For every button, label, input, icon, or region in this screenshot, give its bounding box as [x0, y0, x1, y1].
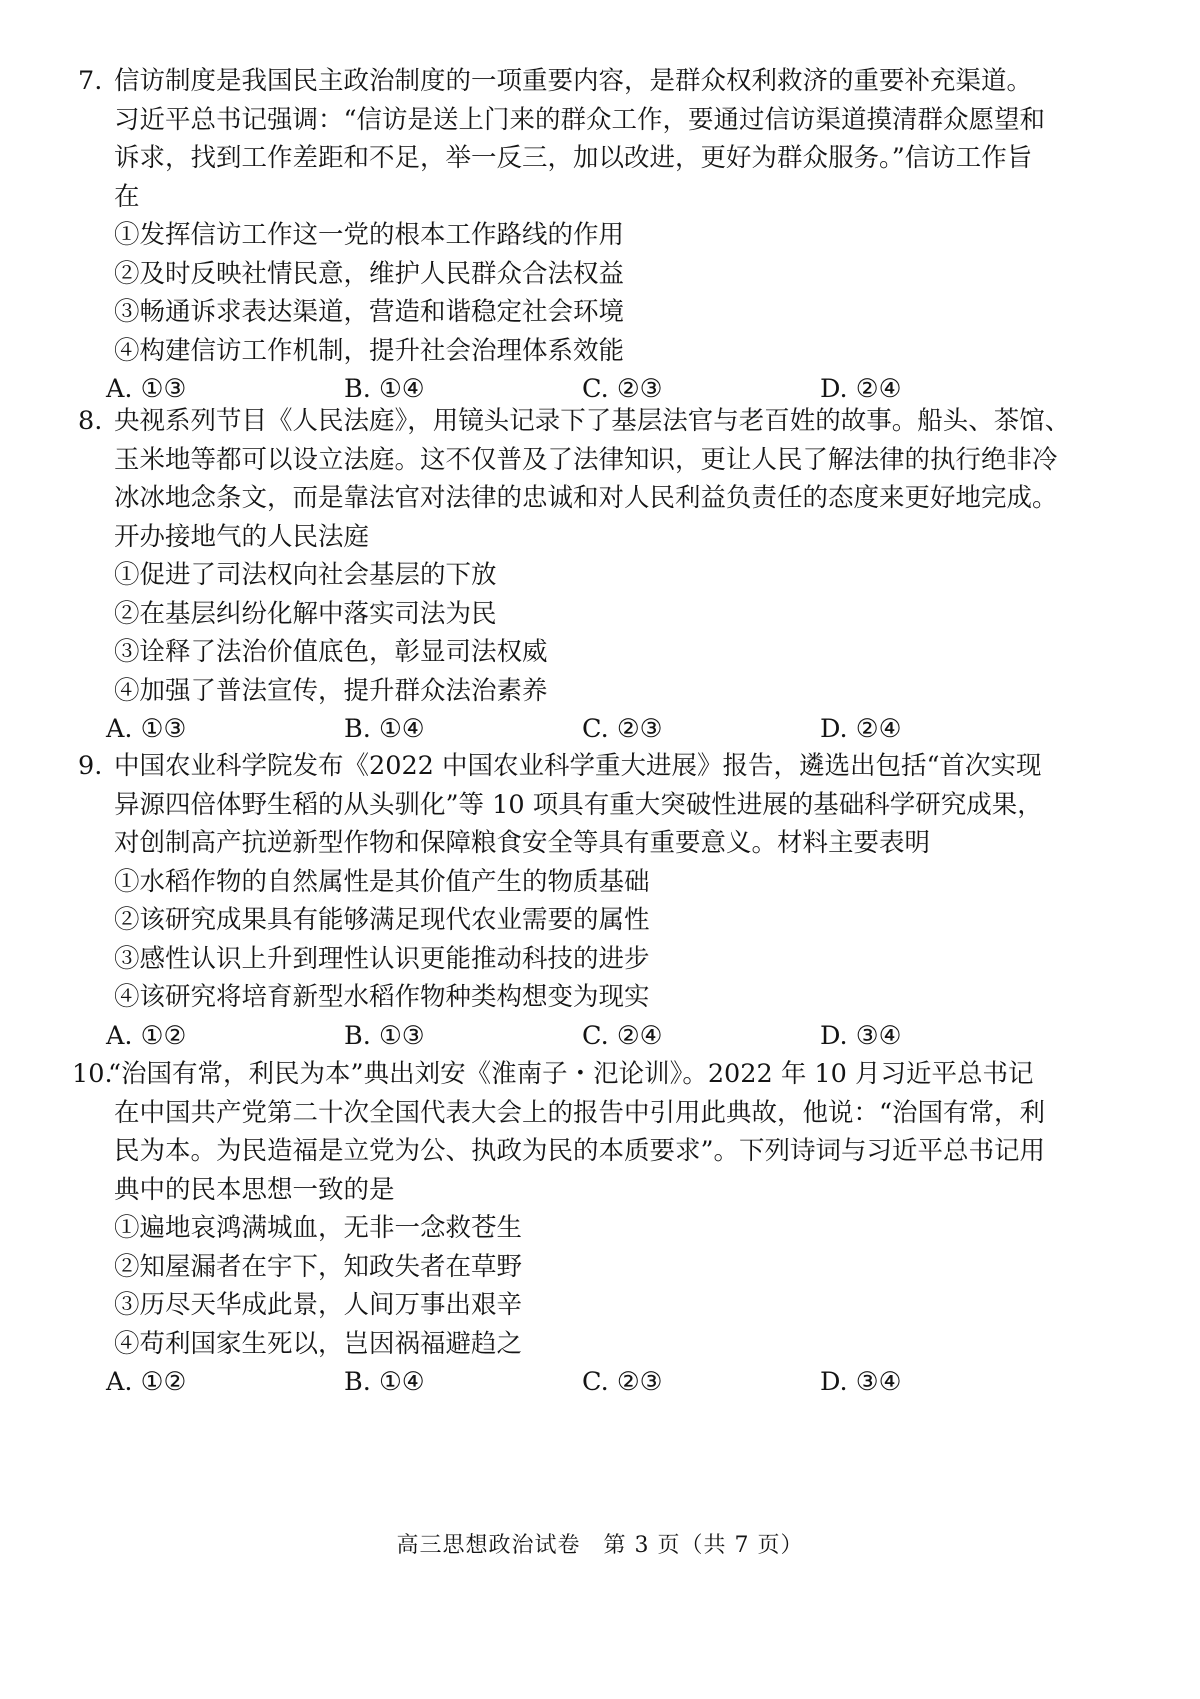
question-stem-line: 10.“治国有常，利民为本”典出刘安《淮南子・氾论训》。2022 年 10 月习近平总书记 — [78, 1055, 1078, 1094]
answer-choice-c: C. ②④ — [582, 1020, 663, 1051]
answer-choice-a: A. ①③ — [106, 374, 187, 404]
answer-choices — [78, 1017, 1078, 1056]
answer-choice-d: D. ②④ — [820, 714, 902, 744]
question-10 — [72, 1055, 1078, 1402]
question-7 — [78, 62, 1078, 409]
option-item: ③历尽天华成此景，人间万事出艰辛 — [114, 1290, 523, 1320]
option-item: ④苟利国家生死以，岂因祸福避趋之 — [114, 1328, 523, 1359]
option-item: ③诠释了法治价值底色，彰显司法权威 — [114, 637, 548, 667]
question-stem-line: 7. 信访制度是我国民主政治制度的一项重要内容，是群众权利救济的重要补充渠道。 — [78, 62, 1078, 101]
question-stem-line: 冰冰地念条文，而是靠法官对法律的忠诚和对人民利益负责任的态度来更好地完成。 — [114, 483, 1058, 513]
answer-choice-d: D. ③④ — [820, 1020, 902, 1051]
answer-choice-a: A. ①③ — [106, 714, 187, 744]
question-stem-line: 开办接地气的人民法庭 — [114, 521, 370, 552]
option-item: ①发挥信访工作这一党的根本工作路线的作用 — [114, 220, 625, 250]
answer-choices — [78, 710, 1078, 749]
answer-choice-b: B. ①④ — [344, 374, 425, 404]
answer-choice-b: B. ①④ — [344, 714, 425, 744]
question-stem-line: 异源四倍体野生稻的从头驯化”等 10 项具有重大突破性进展的基础科学研究成果， — [114, 789, 1043, 820]
option-item: ②及时反映社情民意，维护人民群众合法权益 — [114, 258, 625, 289]
option-item: ②在基层纠纷化解中落实司法为民 — [114, 598, 497, 629]
option-item: ④构建信访工作机制，提升社会治理体系效能 — [114, 335, 625, 366]
answer-choice-c: C. ②③ — [582, 374, 663, 404]
question-number: 7. — [78, 66, 103, 96]
question-stem-line: 典中的民本思想一致的是 — [114, 1174, 395, 1205]
option-item: ①促进了司法权向社会基层的下放 — [114, 560, 497, 590]
option-item: ①遍地哀鸿满城血，无非一念救苍生 — [114, 1213, 523, 1243]
option-item: ④该研究将培育新型水稻作物种类构想变为现实 — [114, 982, 650, 1012]
question-stem-line: 诉求，找到工作差距和不足，举一反三，加以改进，更好为群众服务。”信访工作旨 — [114, 143, 1033, 173]
question-stem-line: 民为本。为民造福是立党为公、执政为民的本质要求”。下列诗词与习近平总书记用 — [114, 1136, 1046, 1166]
question-stem-line: 对创制高产抗逆新型作物和保障粮食安全等具有重要意义。材料主要表明 — [114, 828, 931, 858]
option-item: ③畅通诉求表达渠道，营造和谐稳定社会环境 — [114, 297, 625, 327]
question-number: 9. — [78, 751, 103, 781]
answer-choice-b: B. ①④ — [344, 1367, 425, 1397]
answer-choice-a: A. ①② — [106, 1020, 187, 1051]
question-stem-line: 在 — [114, 181, 140, 212]
answer-choices — [78, 1363, 1078, 1402]
question-8 — [78, 402, 1078, 749]
question-number: 10. — [72, 1059, 113, 1089]
option-item: ②该研究成果具有能够满足现代农业需要的属性 — [114, 905, 650, 935]
option-item: ④加强了普法宣传，提升群众法治素养 — [114, 675, 548, 706]
question-stem-line: 9. 中国农业科学院发布《2022 中国农业科学重大进展》报告，遴选出包括“首次实现 — [78, 747, 1078, 786]
answer-choice-a: A. ①② — [106, 1367, 187, 1397]
question-stem-line: 习近平总书记强调：“信访是送上门来的群众工作，要通过信访渠道摸清群众愿望和 — [114, 104, 1046, 135]
answer-choice-c: C. ②③ — [582, 714, 663, 744]
option-item: ②知屋漏者在宇下，知政失者在草野 — [114, 1251, 523, 1282]
answer-choice-b: B. ①③ — [344, 1020, 425, 1051]
answer-choice-c: C. ②③ — [582, 1367, 663, 1397]
option-item: ③感性认识上升到理性认识更能推动科技的进步 — [114, 943, 650, 974]
option-item: ①水稻作物的自然属性是其价值产生的物质基础 — [114, 866, 650, 897]
question-number: 8. — [78, 406, 103, 436]
question-stem-line: 玉米地等都可以设立法庭。这不仅普及了法律知识，更让人民了解法律的执行绝非冷 — [114, 444, 1058, 475]
page-footer: 高三思想政治试卷 第 3 页（共 7 页） — [396, 1533, 804, 1558]
question-9 — [78, 747, 1078, 1055]
answer-choice-d: D. ②④ — [820, 374, 902, 404]
question-stem-line: 在中国共产党第二十次全国代表大会上的报告中引用此典故，他说：“治国有常，利 — [114, 1097, 1046, 1128]
answer-choice-d: D. ③④ — [820, 1367, 902, 1397]
question-stem-line: 8. 央视系列节目《人民法庭》，用镜头记录下了基层法官与老百姓的故事。船头、茶馆、 — [78, 402, 1078, 441]
